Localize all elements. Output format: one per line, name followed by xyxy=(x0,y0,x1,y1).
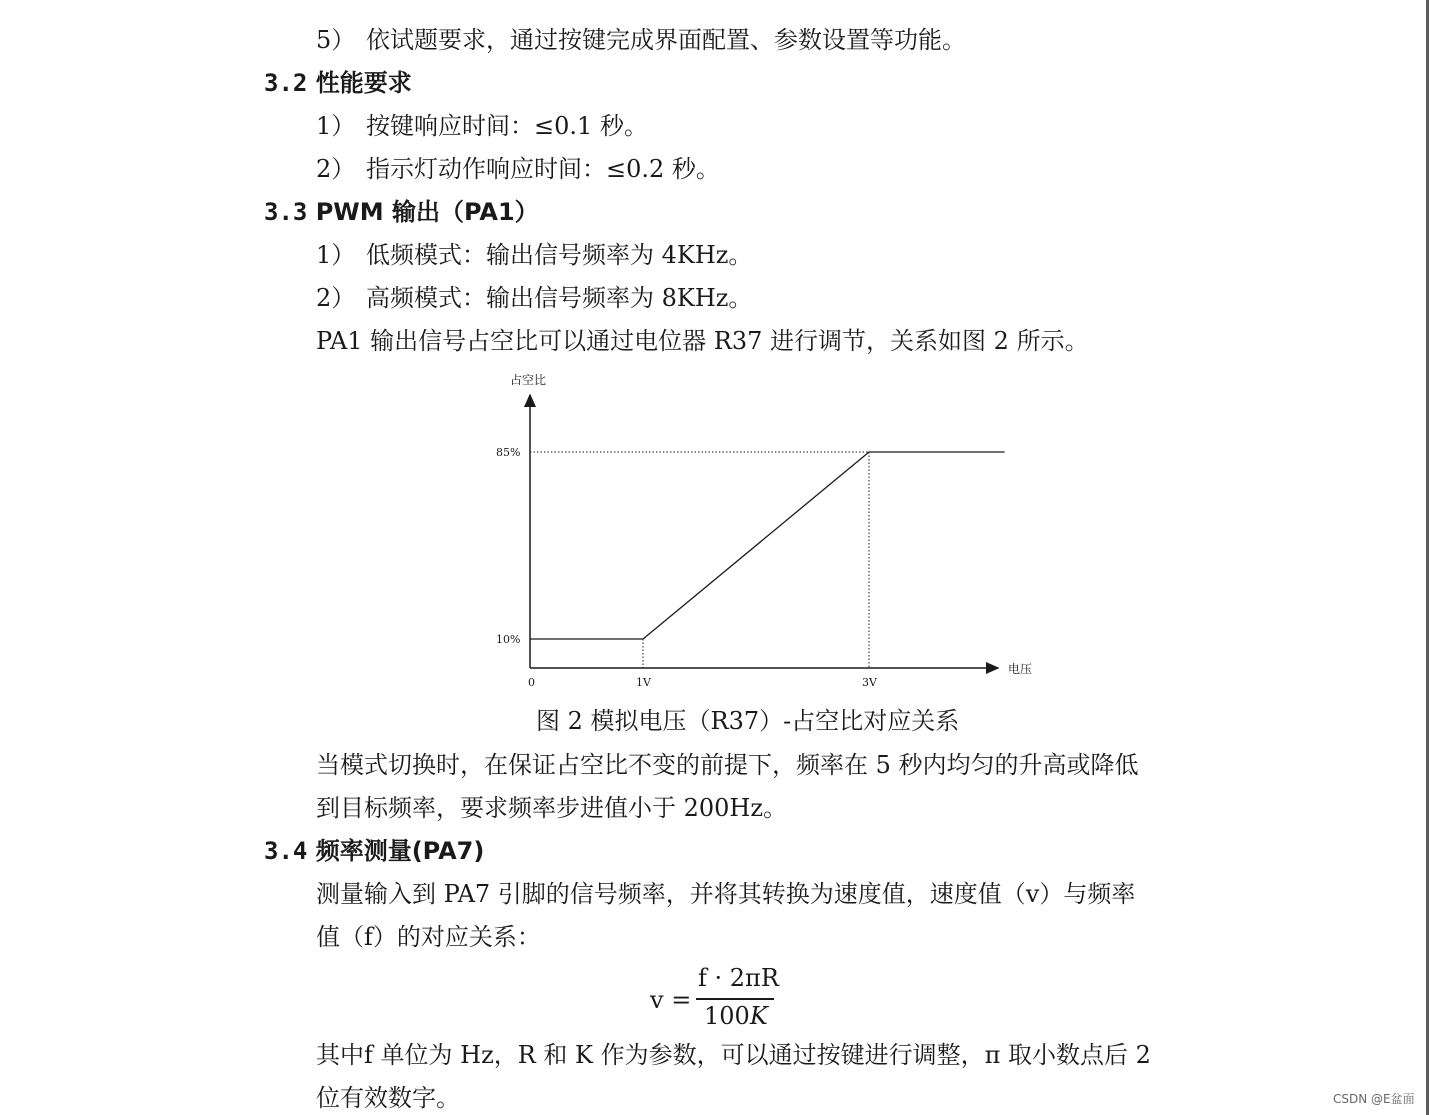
formula-numerator: f · 2πR xyxy=(698,964,779,992)
formula-lhs: v = xyxy=(650,986,692,1014)
paragraph-mode-switch-line1: 当模式切换时，在保证占空比不变的前提下，频率在 5 秒内均匀的升高或降低 xyxy=(316,751,1139,779)
list-item: 1） 按键响应时间：≤0.1 秒。 xyxy=(316,112,648,140)
list-item: 2） 指示灯动作响应时间：≤0.2 秒。 xyxy=(316,155,720,183)
paragraph-pa1: PA1 输出信号占空比可以通过电位器 R37 进行调节，关系如图 2 所示。 xyxy=(316,327,1089,355)
paragraph-measure-line2: 值（f）的对应关系： xyxy=(316,923,541,951)
section-heading-3-2: 3.2 性能要求 xyxy=(264,69,412,97)
y-tick-label: 85% xyxy=(496,446,521,460)
paragraph-params-line2: 位有效数字。 xyxy=(316,1084,460,1112)
duty-cycle-line xyxy=(530,452,1005,639)
x-tick-label: 1V xyxy=(636,676,651,689)
x-tick-label: 0 xyxy=(528,676,535,689)
paragraph-measure-line1: 测量输入到 PA7 引脚的信号频率，并将其转换为速度值，速度值（v）与频率 xyxy=(316,880,1136,908)
x-axis-label: 电压 xyxy=(1008,662,1033,676)
section-heading-3-3: 3.3 PWM 输出（PA1） xyxy=(264,198,539,226)
section-heading-3-4: 3.4 频率测量(PA7) xyxy=(264,837,485,865)
duty-cycle-chart xyxy=(470,365,1050,695)
y-tick-label: 10% xyxy=(496,633,521,646)
fraction-bar xyxy=(696,998,774,1000)
list-item: 5） 依试题要求，通过按键完成界面配置、参数设置等功能。 xyxy=(316,26,966,54)
x-tick-label: 3V xyxy=(862,676,877,689)
paragraph-params-line1: 其中f 单位为 Hz，R 和 K 作为参数，可以通过按键进行调整，π 取小数点后 2 xyxy=(316,1041,1151,1069)
watermark: CSDN @E盆面 xyxy=(1333,1092,1415,1106)
paragraph-mode-switch-line2: 到目标频率，要求频率步进值小于 200Hz。 xyxy=(316,794,788,822)
list-item: 2） 高频模式：输出信号频率为 8KHz。 xyxy=(316,284,753,312)
list-item: 1） 低频模式：输出信号频率为 4KHz。 xyxy=(316,241,753,269)
figure-caption: 图 2 模拟电压（R37）-占空比对应关系 xyxy=(536,707,960,735)
formula-denominator: 100K xyxy=(704,1002,768,1030)
y-axis-label: 占空比 xyxy=(510,373,547,387)
